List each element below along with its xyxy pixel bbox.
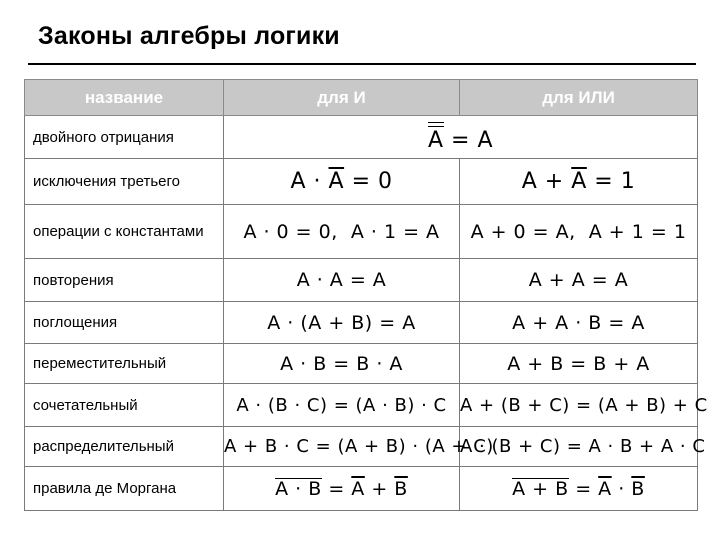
- formula-and: A · (A + B) = A: [224, 302, 460, 344]
- law-name: повторения: [25, 259, 224, 302]
- formula-and: A · A = A: [224, 259, 460, 302]
- formula-or: A · (B + C) = A · B + A · C: [460, 427, 698, 467]
- table-row: [25, 427, 698, 467]
- table-row: [25, 259, 698, 302]
- table-row: [25, 159, 698, 205]
- table-row: [25, 467, 698, 511]
- formula-or: A + A · B = A: [460, 302, 698, 344]
- law-name: двойного отрицания: [25, 116, 224, 159]
- title-underline: [28, 63, 696, 65]
- formula-double-negation: A = A: [224, 116, 698, 159]
- law-name: операции с константами: [25, 205, 224, 259]
- law-name: распределительный: [25, 427, 224, 467]
- header-or: для ИЛИ: [460, 80, 698, 116]
- header-name: название: [25, 80, 224, 116]
- law-name: поглощения: [25, 302, 224, 344]
- formula-or: $A + \overline{A} = 1$: [460, 159, 698, 205]
- table-header-row: [25, 80, 698, 116]
- formula-or: A + A = A: [460, 259, 698, 302]
- formula-or: A + 0 = A, A + 1 = 1: [460, 205, 698, 259]
- formula-and: A · 0 = 0, A · 1 = A: [224, 205, 460, 259]
- header-and: для И: [224, 80, 460, 116]
- page-title: Законы алгебры логики: [38, 22, 340, 50]
- formula-and: A · (B · C) = (A · B) · C: [224, 384, 460, 427]
- formula-and: $A \cdot B = \overline{A} + \overline{B}$: [224, 467, 460, 511]
- table-row: [25, 344, 698, 384]
- law-name: переместительный: [25, 344, 224, 384]
- law-name: правила де Моргана: [25, 467, 224, 511]
- formula-and: A + B · C = (A + B) · (A + C): [224, 427, 460, 467]
- table-row: [25, 302, 698, 344]
- formula-or: A + B = B + A: [460, 344, 698, 384]
- formula-and: $A \cdot \overline{A} = 0$: [224, 159, 460, 205]
- formula-or: A + (B + C) = (A + B) + C: [460, 384, 698, 427]
- table-row: [25, 384, 698, 427]
- table-row: [25, 116, 698, 159]
- formula-or: $A + B = \overline{A} \cdot \overline{B}$: [460, 467, 698, 511]
- law-name: исключения третьего: [25, 159, 224, 205]
- table-row: [25, 205, 698, 259]
- laws-table: [24, 79, 708, 511]
- formula-and: A · B = B · A: [224, 344, 460, 384]
- law-name: сочетательный: [25, 384, 224, 427]
